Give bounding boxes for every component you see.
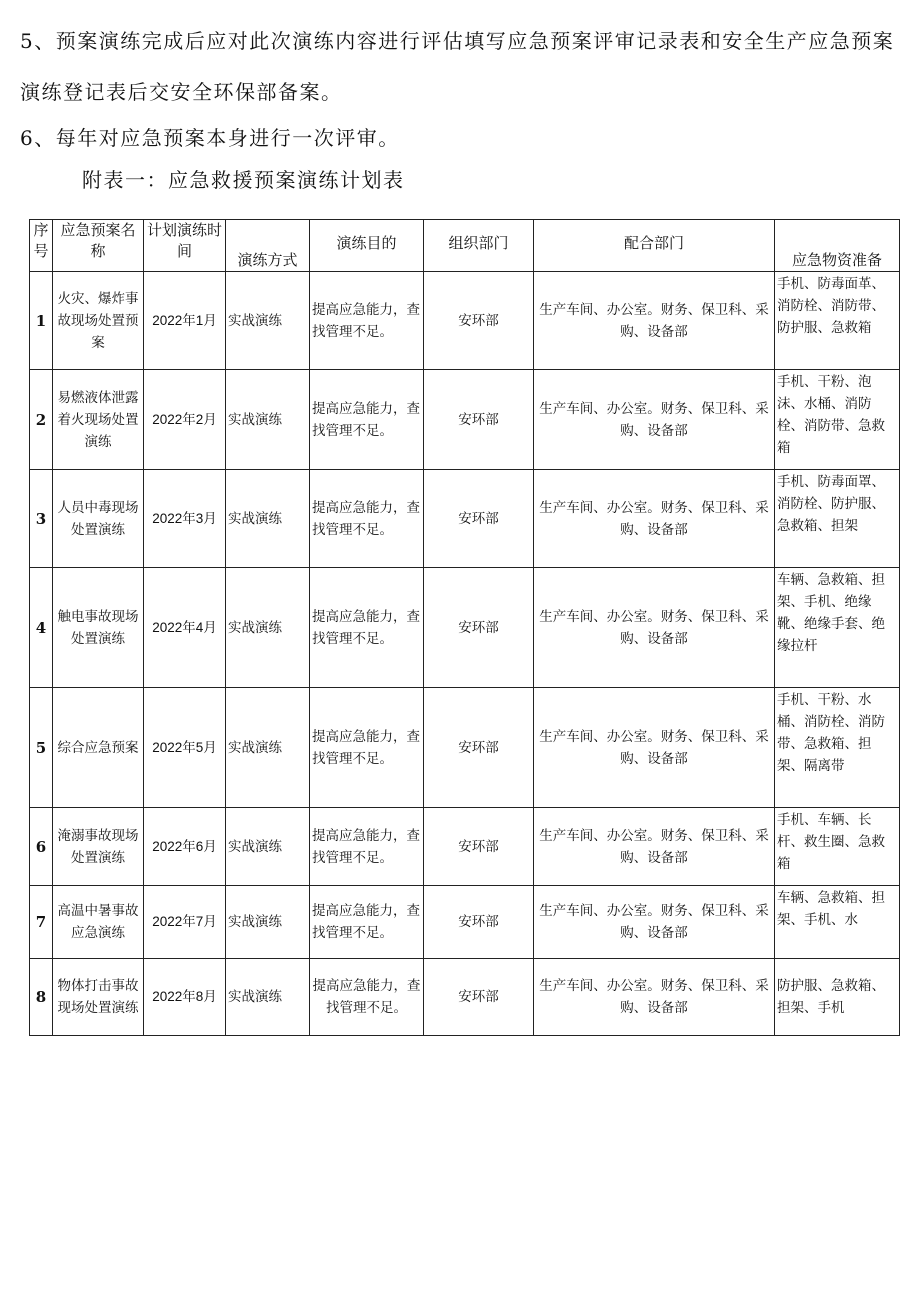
cell-purpose: 提高应急能力，查找管理不足。 [310,568,424,688]
cell-seq: 6 [30,808,53,886]
cell-materials: 手机、防毒面革、消防栓、消防带、防护服、急救箱 [775,272,900,370]
cell-org: 安环部 [424,272,534,370]
cell-purpose: 提高应急能力，查找管理不足。 [310,272,424,370]
cell-coop: 生产车间、办公室。财务、保卫科、采购、设备部 [534,568,775,688]
cell-method: 实战演练 [226,470,310,568]
cell-org: 安环部 [424,808,534,886]
table-row [30,370,900,470]
cell-time: 2022年8月 [144,959,226,1036]
cell-coop: 生产车间、办公室。财务、保卫科、采购、设备部 [534,886,775,959]
cell-materials: 车辆、急救箱、担架、手机、绝缘靴、绝缘手套、绝缘拉杆 [775,568,900,688]
header-method: 演练方式 [226,220,310,272]
cell-org: 安环部 [424,886,534,959]
cell-time: 2022年4月 [144,568,226,688]
cell-name: 高温中暑事故应急演练 [53,886,144,959]
cell-time: 2022年1月 [144,272,226,370]
cell-org: 安环部 [424,370,534,470]
cell-coop: 生产车间、办公室。财务、保卫科、采购、设备部 [534,272,775,370]
paragraph-5-line-1: 5、预案演练完成后应对此次演练内容进行评估填写应急预案评审记录表和安全生产应急预案 [20,29,895,53]
table-title: 附表一：应急救援预案演练计划表 [82,168,405,192]
cell-time: 2022年2月 [144,370,226,470]
cell-name: 淹溺事故现场处置演练 [53,808,144,886]
cell-coop: 生产车间、办公室。财务、保卫科、采购、设备部 [534,470,775,568]
cell-materials: 手机、干粉、泡沫、水桶、消防栓、消防带、急救箱 [775,370,900,470]
cell-name: 触电事故现场处置演练 [53,568,144,688]
cell-name: 综合应急预案 [53,688,144,808]
header-seq: 序号 [30,220,53,272]
cell-materials: 车辆、急救箱、担架、手机、水 [775,886,900,959]
cell-purpose: 提高应急能力，查找管理不足。 [310,688,424,808]
cell-time: 2022年6月 [144,808,226,886]
cell-method: 实战演练 [226,568,310,688]
cell-purpose: 提高应急能力，查找管理不足。 [310,470,424,568]
paragraph-6: 6、每年对应急预案本身进行一次评审。 [20,126,400,150]
cell-seq: 5 [30,688,53,808]
cell-org: 安环部 [424,568,534,688]
cell-method: 实战演练 [226,886,310,959]
cell-seq: 8 [30,959,53,1036]
header-org: 组织部门 [424,220,534,272]
table-row [30,688,900,808]
cell-method: 实战演练 [226,808,310,886]
cell-name: 易燃液体泄露着火现场处置演练 [53,370,144,470]
cell-time: 2022年7月 [144,886,226,959]
cell-org: 安环部 [424,470,534,568]
cell-coop: 生产车间、办公室。财务、保卫科、采购、设备部 [534,959,775,1036]
table-row [30,470,900,568]
cell-time: 2022年5月 [144,688,226,808]
table-header-row [30,220,900,272]
cell-seq: 1 [30,272,53,370]
cell-materials: 防护服、急救箱、担架、手机 [775,959,900,1036]
cell-coop: 生产车间、办公室。财务、保卫科、采购、设备部 [534,370,775,470]
cell-materials: 手机、车辆、长杆、救生圈、急救箱 [775,808,900,886]
header-purpose: 演练目的 [310,220,424,272]
cell-name: 人员中毒现场处置演练 [53,470,144,568]
cell-purpose: 提高应急能力，查找管理不足。 [310,808,424,886]
cell-method: 实战演练 [226,688,310,808]
cell-coop: 生产车间、办公室。财务、保卫科、采购、设备部 [534,808,775,886]
cell-materials: 手机、防毒面罩、消防栓、防护服、急救箱、担架 [775,470,900,568]
cell-purpose: 提高应急能力，查找管理不足。 [310,370,424,470]
cell-coop: 生产车间、办公室。财务、保卫科、采购、设备部 [534,688,775,808]
cell-org: 安环部 [424,959,534,1036]
cell-purpose: 提高应急能力，查找管理不足。 [310,886,424,959]
cell-purpose: 提高应急能力，查找管理不足。 [310,959,424,1036]
cell-seq: 3 [30,470,53,568]
header-name: 应急预案名称 [53,220,144,272]
cell-time: 2022年3月 [144,470,226,568]
table-row [30,568,900,688]
table-row [30,808,900,886]
header-coop: 配合部门 [534,220,775,272]
header-time: 计划演练时间 [144,220,226,272]
table-row [30,886,900,959]
cell-name: 物体打击事故现场处置演练 [53,959,144,1036]
table-row [30,272,900,370]
table-row [30,959,900,1036]
paragraph-5-line-2: 演练登记表后交安全环保部备案。 [20,80,343,104]
cell-org: 安环部 [424,688,534,808]
header-materials: 应急物资准备 [775,220,900,272]
cell-materials: 手机、干粉、水桶、消防栓、消防带、急救箱、担架、隔离带 [775,688,900,808]
cell-method: 实战演练 [226,370,310,470]
cell-method: 实战演练 [226,959,310,1036]
cell-name: 火灾、爆炸事故现场处置预案 [53,272,144,370]
drill-plan-table [29,219,900,1036]
cell-method: 实战演练 [226,272,310,370]
cell-seq: 4 [30,568,53,688]
cell-seq: 7 [30,886,53,959]
cell-seq: 2 [30,370,53,470]
